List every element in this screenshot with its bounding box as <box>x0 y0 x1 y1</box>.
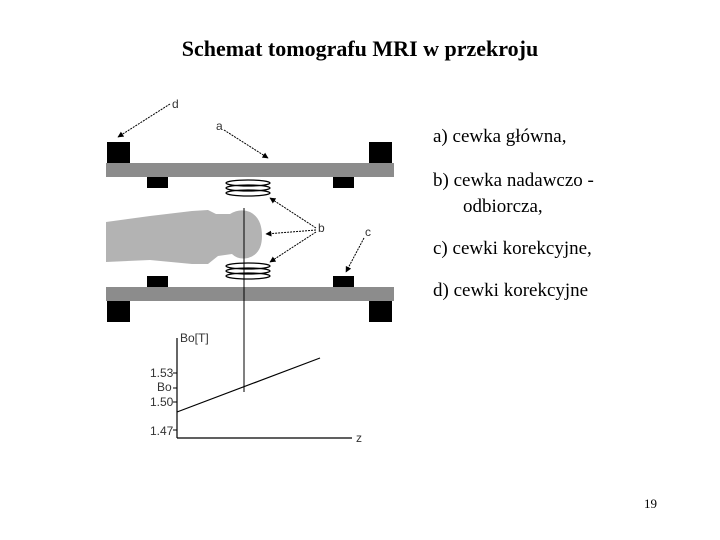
x-axis-label: z <box>356 431 362 445</box>
label-b: b <box>318 221 325 235</box>
arrow-d <box>118 104 170 137</box>
arrow-b-upper <box>270 198 316 228</box>
correction-coil-c-top-right <box>333 177 354 188</box>
correction-coil-d-top-left <box>107 142 130 163</box>
arrow-c <box>346 238 364 272</box>
tick-label-top: 1.53 <box>150 366 174 380</box>
arrow-a <box>224 130 268 158</box>
correction-coil-c-bottom-left <box>147 276 168 287</box>
correction-coil-d-top-right <box>369 142 392 163</box>
tick-label-mid: Bo <box>157 380 172 394</box>
tick-label-low: 1.50 <box>150 395 174 409</box>
transmit-receive-coil-lower <box>226 263 270 279</box>
page-title: Schemat tomografu MRI w przekroju <box>181 36 539 61</box>
tick-label-bottom: 1.47 <box>150 424 174 438</box>
field-gradient-line <box>177 358 320 412</box>
correction-coil-c-bottom-right <box>333 276 354 287</box>
correction-coil-d-bottom-right <box>369 301 392 322</box>
correction-coil-d-bottom-left <box>107 301 130 322</box>
label-d: d <box>172 97 179 111</box>
main-magnet-top <box>106 163 394 177</box>
legend-item-d: d) cewki korekcyjne <box>433 280 589 301</box>
legend-item-b-line1: b) cewka nadawczo - <box>433 170 594 191</box>
arrow-b-lower <box>270 232 316 262</box>
correction-coil-c-top-left <box>147 177 168 188</box>
transmit-receive-coil-upper <box>226 180 270 196</box>
label-a: a <box>216 119 223 133</box>
label-c: c <box>365 225 371 239</box>
arrow-b-middle <box>266 230 316 234</box>
legend-item-c: c) cewki korekcyjne, <box>433 238 592 259</box>
main-magnet-bottom <box>106 287 394 301</box>
legend-item-b-line2: odbiorcza, <box>463 196 543 217</box>
patient-body <box>106 210 262 264</box>
page-number: 19 <box>644 496 657 511</box>
y-axis-label: Bo[T] <box>180 331 209 345</box>
legend-item-a: a) cewka główna, <box>433 126 567 147</box>
